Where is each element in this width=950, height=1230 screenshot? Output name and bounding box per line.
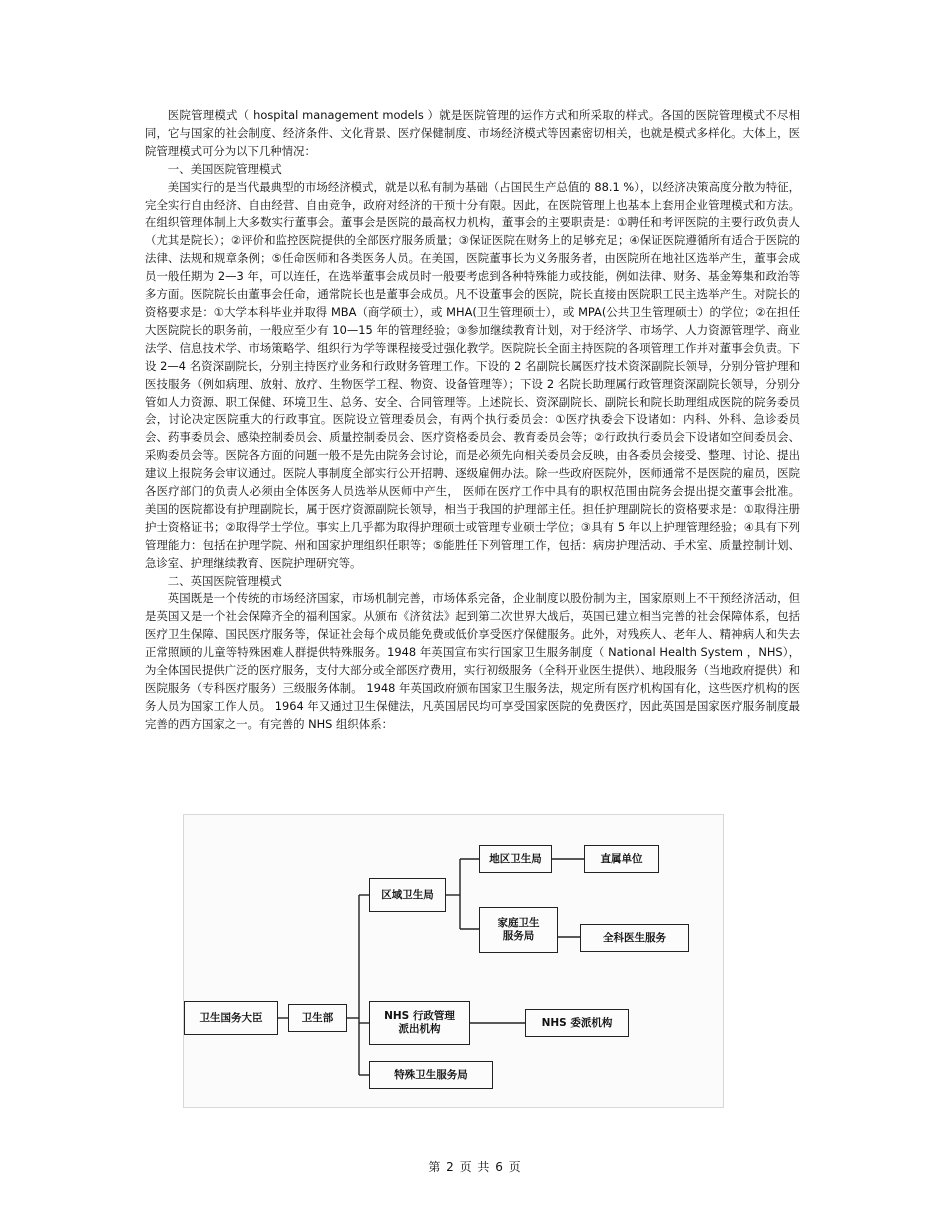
node-family: 家庭卫生 服务局 [479,907,558,953]
body-text [145,107,800,734]
node-gp: 全科医生服务 [580,924,689,952]
node-nhs-agency: NHS 委派机构 [525,1009,629,1037]
section-heading-us: 一、美国医院管理模式 [167,161,282,176]
node-nhs-exec: NHS 行政管理 派出机构 [369,1001,470,1045]
nhs-org-chart [183,814,724,1108]
node-regional: 区域卫生局 [369,878,446,912]
page-number: 第 2 页 共 6 页 [428,1160,522,1174]
node-secretary: 卫生国务大臣 [184,1001,278,1035]
paragraph-uk: 英国既是一个传统的市场经济国家，市场机制完善，市场体系完备，企业制度以股份制为主，国家原则上不干预经济活动，但是英国又是一个社会保障齐全的福利国家。从颁布《济贫法》起到第二次世界大战后，英国已建立相当完善的社会保障体系，包括医疗卫生保障、国民医疗服务等，保证社会每个成员能免费或低价享受医疗保健服务。此外，对残疾人、老年人、精神病人和失去正常照顾的儿童等特殊困难人群提供特殊服务。1948 年英国宣布实行国家卫生服务制度（ National Health System ，NHS），为全体国民提供广泛的医疗服务，支付大部分或全部医疗费用，实行初级服务（全科开业医生提供）、地段服务（当地政府提供）和医院服务（专科医疗服务）三级服务体制。 1948 年英国政府颁布国家卫生服务法，规定所有医疗机构国有化，这些医疗机构的医务人员为国家工作人员。 1964 年又通过卫生保健法，凡英国居民均可享受国家医院的免费医疗，因此英国是国家医疗服务制度最完善的西方国家之一。有完善的 NHS 组织体系： [145,591,800,731]
paragraph-us: 美国实行的是当代最典型的市场经济模式，就是以私有制为基础（占国民生产总值的 88.1 %），以经济决策高度分散为特征，完全实行自由经济、自由经营、自由竞争，政府对经济的干预十分有限。因此，在医院管理上也基本上套用企业管理模式和方法。在组织管理体制上大多数实行董事会。董事会是医院的最高权力机构，董事会的主要职责是：①聘任和考评医院的主要行政负责人（尤其是院长）；②评价和监控医院提供的全部医疗服务质量；③保证医院在财务上的足够充足；④保证医院遵循所有适合于医院的法律、法规和规章条例；⑤任命医师和各类医务人员。在美国，医院董事长为义务服务者，由医院所在地社区选举产生，董事会成员一般任期为 2—3 年，可以连任，在选举董事会成员时一般要考虑到各种特殊能力或技能，例如法律、财务、基金筹集和政治等多方面。医院院长由董事会任命，通常院长也是董事会成员。凡不设董事会的医院，院长直接由医院职工民主选举产生。对院长的资格要求是：①大学本科毕业并取得 MBA（商学硕士），或 MHA(卫生管理硕士），或 MPA(公共卫生管理硕士）的学位；②在担任大医院院长的职务前，一般应至少有 10—15 年的管理经验；③参加继续教育计划，对于经济学、市场学、人力资源管理学、商业法学、信息技术学、市场策略学、组织行为学等课程接受过强化教学。医院院长全面主持医院的各项管理工作并对董事会负责。下设 2—4 名资深副院长，分别主持医疗业务和行政财务管理工作。下设的 2 名副院长属医疗技术资深副院长领导，分别分管护理和医技服务（例如病理、放射、放疗、生物医学工程、物资、设备管理等）；下设 2 名院长助理属行政管理资深副院长领导，分别分管如人力资源、职工保健、环境卫生、总务、安全、合同管理等。上述院长、资深副院长、副院长和院长助理组成医院的院务委员会，讨论决定医院重大的行政事宜。医院设立管理委员会，有两个执行委员会：①医疗执委会下设诸如：内科、外科、急诊委员会、药事委员会、感染控制委员会、质量控制委员会、医疗资格委员会、教育委员会等；②行政执行委员会下设诸如空间委员会、采购委员会等。医院各方面的问题一般不是先由院务会讨论，而是必须先向相关委员会反映，由各委员会接受、整理、讨论、提出建议上报院务会审议通过。医院人事制度全部实行公开招聘、逐级雇佣办法。除一些政府医院外，医师通常不是医院的雇员，医院各医疗部门的负责人必须由全体医务人员选举从医师中产生， 医师在医疗工作中具有的职权范围由院务会提出提交董事会批准。 美国的医院都设有护理副院长，属于医疗资源副院长领导，相当于我国的护理部主任。担任护理副院长的资格要求是：①取得注册护士资格证书；②取得学士学位。事实上几乎都为取得护理硕士或管理专业硕士学位；③具有 5 年以上护理管理经验；④具有下列管理能力：包括在护理学院、州和国家护理组织任职等；⑤能胜任下列管理工作，包括：病房护理活动、手术室、质量控制计划、急诊室、护理继续教育、医院护理研究等。 [145,179,800,570]
node-direct-units: 直属单位 [584,845,659,873]
section-heading-uk: 二、英国医院管理模式 [167,573,282,588]
node-ministry: 卫生部 [288,1004,347,1032]
paragraph-intro: 医院管理模式（ hospital management models ）就是医院管理的运作方式和所采取的样式。各国的医院管理模式不尽相同，它与国家的社会制度、经济条件、文化背景、医疗保健制度、市场经济模式等因素密切相关，也就是模式多样化。大体上，医院管理模式可分为以下几种情况： [145,108,800,158]
node-special: 特殊卫生服务局 [369,1061,493,1089]
node-district: 地区卫生局 [479,845,552,873]
